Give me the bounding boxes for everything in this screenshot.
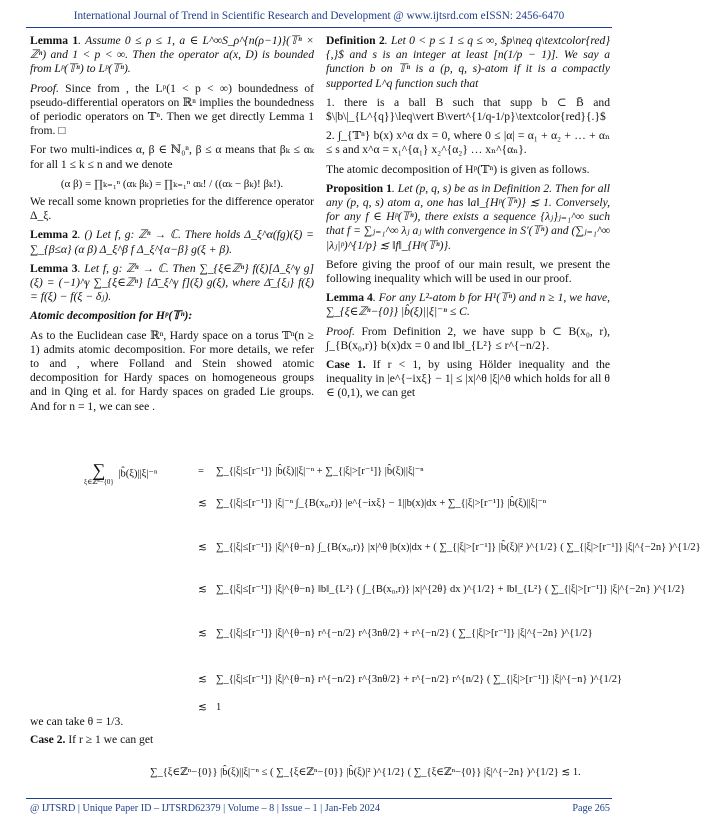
lemma-2-text: . () Let f, g: ℤⁿ → ℂ. There holds Δ_ξ^α(fg)(ξ) = ∑_{β≤α} (α β) Δ_ξ^β f Δ_ξ^{α−β} g(ξ + β). [30,228,314,256]
atomic-text: As to the Euclidean case ℝⁿ, Hardy space on a torus 𝕋ⁿ(n ≥ 1) admits atomic decomposition. For more details, we refer to and , where Folland and Stein showed atomic decomposition for Hardy spaces on homogeneous groups and in Qing et al. for Hardy spaces on graded Lie groups. And for n = 1, we can see . [30,328,314,413]
definition-2-text: . Let 0 < p ≤ 1 ≤ q ≤ ∞, $p\neq q\textcolor{red}{,}$ and s is an integer at least [n(1/p − 1)]. We say a function b on 𝕋ⁿ is a (p, q, s)-atom if it is a compactly supported L^q function such that [326,34,610,90]
math-row-1: ∑_{|ξ|≤[r⁻¹]} |b̂(ξ)||ξ|⁻ⁿ + ∑_{|ξ|>[r⁻¹]} |b̂(ξ)||ξ|⁻ⁿ [216,466,424,477]
binomial-formula: (α β) = ∏ₖ₌₁ⁿ (αₖ βₖ) = ∏ₖ₌₁ⁿ αₖ! / ((αₖ − βₖ)! βₖ!). [60,177,284,190]
multi-index-text: For two multi-indices α, β ∈ ℕ₀ⁿ, β ≤ α means that βₖ ≤ αₖ for all 1 ≤ k ≤ n and we denote [30,143,314,171]
lemma-4-text: . For any L²-atom b for H¹(𝕋ⁿ) and n ≥ 1, we have, ∑_{ξ∈ℤⁿ−{0}} |b̂(ξ)||ξ|⁻ⁿ ≤ C. [326,291,611,319]
display-math [30,460,701,742]
left-column [30,34,314,419]
math-lhs [82,462,157,486]
definition-2 [326,34,610,91]
definition-item-1: 1. there is a ball B such that supp b ⊂ B̄ and $\|b\|_{L^{q}}\leq\vert B\vert^{1/q-1/p}\textcolor{red}{.}$ [326,95,610,124]
case-1 [326,358,610,401]
page-footer [30,803,610,814]
sum-sign: ∑ [92,460,106,480]
page-number: Page 265 [572,803,610,814]
proposition-1-text: . Let (p, q, s) be as in Definition 2. Then for all any (p, q, s) atom a, one has ‖a‖_{Hᵖ(𝕋ⁿ)} ≲ 1. Conversely, for any f ∈ Hᵖ(𝕋ⁿ), there exists a sequence {λⱼ}ⱼ₌₁^∞ such that f = ∑ⱼ₌₁^∞ λⱼ aⱼ with convergence in S′(𝕋ⁿ) and (∑ⱼ₌₁^∞ |λⱼ|ᵖ)^{1/p} ≲ ‖f‖_{Hᵖ(𝕋ⁿ)}. [326,181,610,252]
proof-4-label: Proof. [326,324,355,338]
footer-rule [26,798,612,799]
rel-5: ≲ [198,628,207,639]
lemma-1-label: Lemma 1 [30,34,79,47]
lemma-4 [326,291,610,319]
proof-1-label: Proof. [30,81,59,95]
proposition-1-label: Proposition 1 [326,181,392,195]
page-header: International Journal of Trend in Scientific Research and Development @ www.ijtsrd.com eISSN: 2456-6470 [73,10,565,22]
atomic-given-text: The atomic decomposition of Hᵖ(𝕋ⁿ) is given as follows. [326,162,590,176]
case-2-label: Case 2. [30,733,66,746]
definition-item-2: 2. ∫_{𝕋ⁿ} b(x) x^α dx = 0, where 0 ≤ |α| = α₁ + α₂ + … + αₙ ≤ s and x^α = x₁^{α₁} x₂^{α₂} … xₙ^{αₙ}. [326,129,610,157]
case-2 [30,733,153,747]
case-1-label: Case 1. [326,358,366,372]
lemma-1-text: . Assume 0 ≤ ρ ≤ 1, a ∈ L^∞S_ρ^{n(ρ−1)}(𝕋ⁿ × ℤⁿ) and 1 < p < ∞. Then the operator a(x, D) is bounded from Lᵖ(𝕋ⁿ) to Lᵖ(𝕋ⁿ). [30,34,315,76]
right-column [326,34,610,406]
rel-1: = [198,466,204,477]
proof-1 [30,82,314,139]
lemma-1 [30,34,314,77]
math-row-7: 1 [216,702,222,713]
math-row-6: ∑_{|ξ|≤[r⁻¹]} |ξ|^{θ−n} r^{−n/2} r^{3nθ/2} + r^{−n/2} r^{n/2} ( ∑_{|ξ|>[r⁻¹]} |ξ|^{−n} )^{1/2} [216,674,622,685]
lemma-4-label: Lemma 4 [326,291,373,305]
recall-text: We recall some known proprieties for the difference operator Δ_ξ. [30,195,314,223]
rel-4: ≲ [198,584,207,595]
math-lhs-term: |b̂(ξ)||ξ|⁻ⁿ [118,468,158,480]
case-1-text: If r < 1, by using Hölder inequality and the inequality in |e^{−ixξ} − 1| ≤ |x|^θ |ξ|^θ which holds for all θ ∈ (0,1), we can get [326,358,611,400]
atomic-title: Atomic decomposition for Hᵖ(𝕋ⁿ): [30,309,193,323]
math-row-4: ∑_{|ξ|≤[r⁻¹]} |ξ|^{θ−n} ‖b‖_{L²} ( ∫_{B(x₀,r)} |x|^{2θ} dx )^{1/2} + ‖b‖_{L²} ( ∑_{|ξ|>[r⁻¹]} |ξ|^{−2n} )^{1/2} [216,584,686,595]
case-2-formula: ∑_{ξ∈ℤⁿ−{0}} |b̂(ξ)||ξ|⁻ⁿ ≤ ( ∑_{ξ∈ℤⁿ−{0}} |b̂(ξ)|² )^{1/2} ( ∑_{ξ∈ℤⁿ−{0}} |ξ|^{−2n} )^{1/2} ≲ 1. [150,767,581,778]
case-2-text: If r ≥ 1 we can get [65,733,154,746]
rel-7: ≲ [198,702,207,713]
take-theta-text: we can take θ = 1/3. [30,715,124,728]
math-row-3: ∑_{|ξ|≤[r⁻¹]} |ξ|^{θ−n} ∫_{B(x₀,r)} |x|^θ |b(x)|dx + ( ∑_{|ξ|>[r⁻¹]} |b̂(ξ)|² )^{1/2} ( ∑_{|ξ|>[r⁻¹]} |ξ|^{−2n} )^{1/2} [216,542,701,553]
header-rule [26,27,612,28]
footer-left: @ IJTSRD | Unique Paper ID – IJTSRD62379 | Volume – 8 | Issue – 1 | Jan-Feb 2024 [30,803,380,814]
lemma-3-label: Lemma 3 [30,261,78,275]
rel-3: ≲ [198,542,207,553]
lemma-3 [30,262,314,305]
math-row-2: ∑_{|ξ|≤[r⁻¹]} |ξ|⁻ⁿ ∫_{B(x₀,r)} |e^{−ixξ} − 1||b(x)|dx + ∑_{|ξ|>[r⁻¹]} |b̂(ξ)||ξ|⁻ⁿ [216,498,547,509]
rel-6: ≲ [198,674,207,685]
lemma-2-label: Lemma 2 [30,228,78,242]
definition-2-label: Definition 2 [326,34,385,47]
lemma-2 [30,228,314,256]
proof-4-text: From Definition 2, we have supp b ⊂ B(x₀, r), ∫_{B(x₀,r)} b(x)dx = 0 and ‖b‖_{L²} ≤ r^{−n/2}. [326,324,610,352]
rel-2: ≲ [198,498,207,509]
lemma-3-text: . Let f, g: ℤⁿ → ℂ. Then ∑_{ξ∈ℤⁿ} f(ξ)[Δ_ξ^γ g](ξ) = (−1)^γ ∑_{ξ∈ℤⁿ} [Δ̄_ξ^γ f](ξ) g(ξ), where Δ̄_{ξⱼ} f(ξ) = f(ξ) − f(ξ − δⱼ). [30,261,314,304]
proposition-1 [326,182,610,253]
proof-4 [326,325,610,353]
before-text: Before giving the proof of our main result, we present the following inequality which will be used in our proof. [326,257,610,286]
math-lhs-sum [84,462,114,486]
proof-1-text: Since from , the Lᵖ(1 < p < ∞) boundedness of pseudo-differential operators on ℝⁿ implies the boundedness of periodic operators on 𝕋ⁿ. Then we get directly Lemma 1 from. □ [30,81,314,138]
sum-subscript: ξ∈ℤⁿ−{0} [84,478,114,486]
math-row-5: ∑_{|ξ|≤[r⁻¹]} |ξ|^{θ−n} r^{−n/2} r^{3nθ/2} + r^{−n/2} ( ∑_{|ξ|>[r⁻¹]} |ξ|^{−2n} )^{1/2} [216,628,593,639]
